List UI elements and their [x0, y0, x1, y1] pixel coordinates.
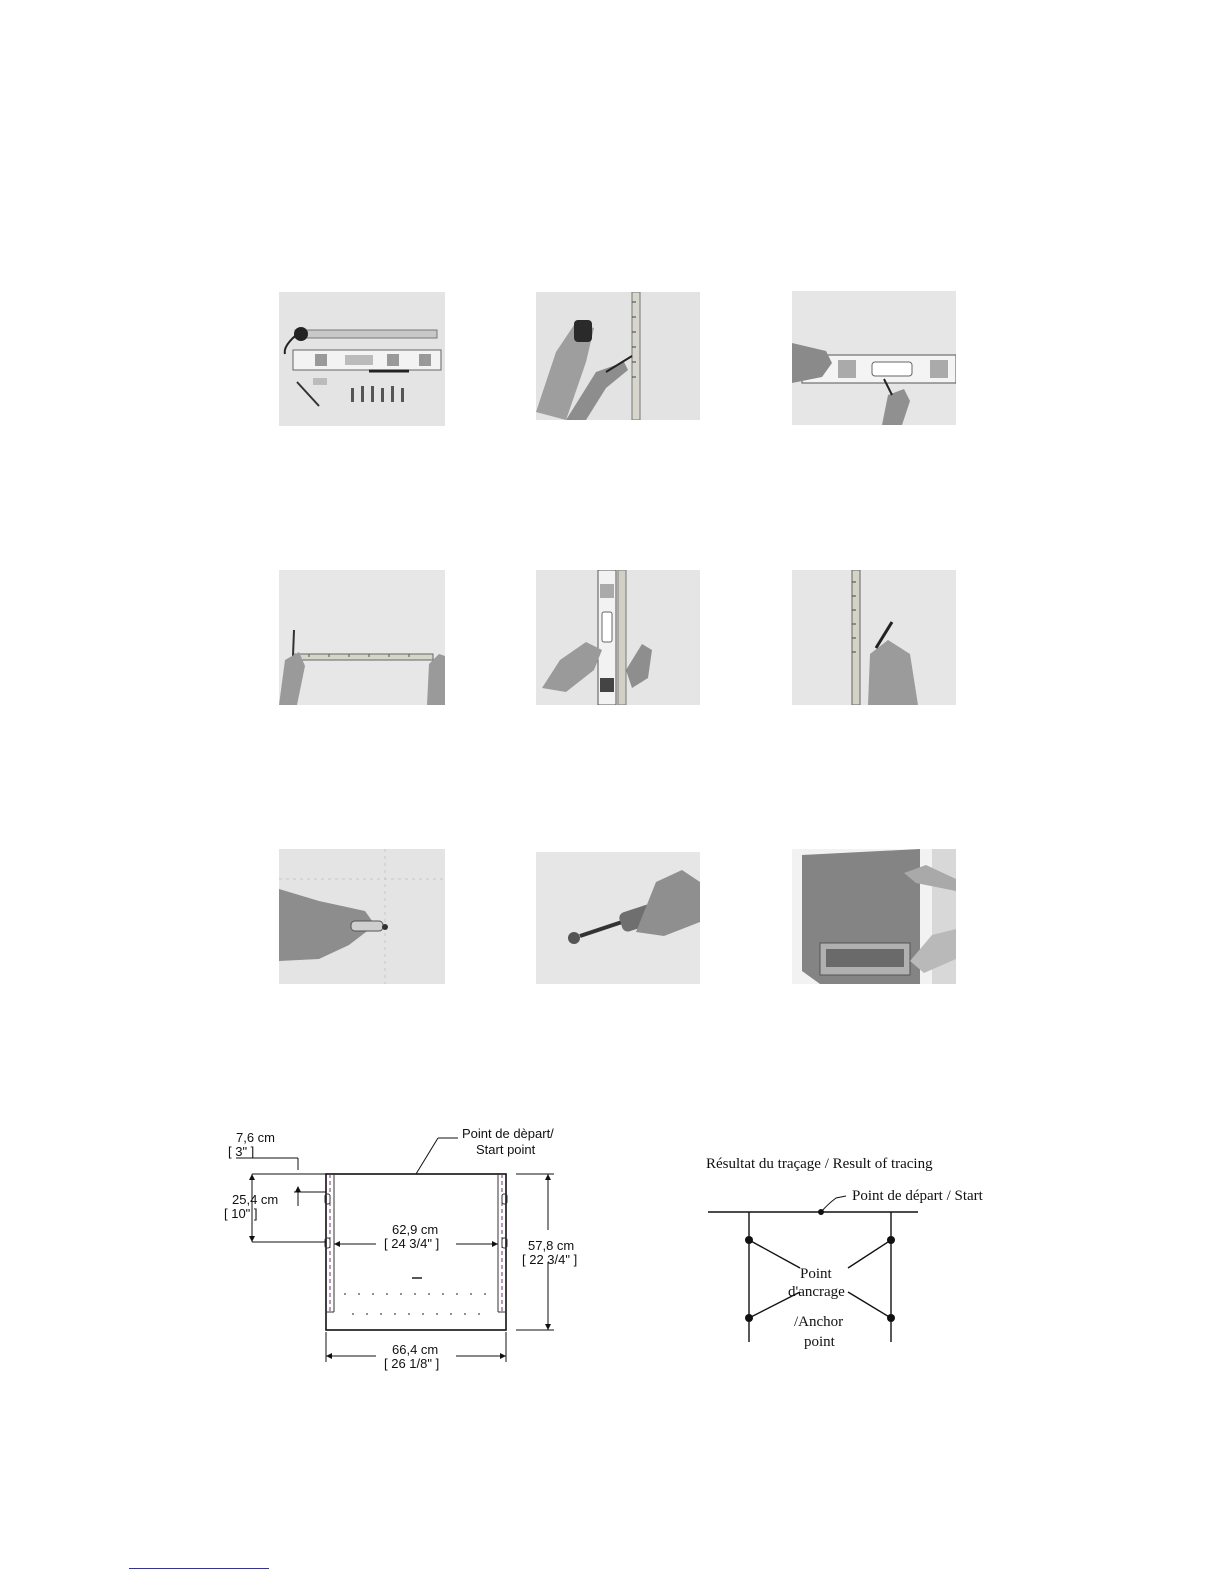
- photo-tools: [279, 292, 445, 426]
- anchor-point-marker: [887, 1314, 895, 1322]
- tracing-result-diagram: [700, 1148, 1010, 1358]
- photo-measure-height: [536, 292, 700, 420]
- height-inches: [ 22 3/4" ]: [522, 1252, 578, 1267]
- photo-hang-panel: [792, 849, 956, 984]
- panel-icon: [792, 849, 956, 984]
- start-point-fr: Point de dèpart/: [462, 1126, 554, 1141]
- footnote-separator: [129, 1568, 269, 1569]
- screwdriver-icon: [536, 852, 700, 984]
- photo-mark-ruler: [792, 570, 956, 705]
- outer-width-label: 66,4 cm: [392, 1342, 439, 1357]
- anchor-label-1: Point: [800, 1266, 832, 1282]
- anchor-label-4: point: [804, 1334, 835, 1350]
- tape-measure-icon: [279, 570, 445, 705]
- level-icon: [792, 291, 956, 425]
- inner-width-inches: [ 24 3/4" ]: [384, 1236, 440, 1251]
- start-label: Point de départ / Start: [852, 1188, 983, 1204]
- slot-spacing-inches: [ 10" ]: [224, 1206, 258, 1221]
- level-icon: [536, 570, 700, 705]
- photo-measure-width: [279, 570, 445, 705]
- anchor-point-marker: [887, 1236, 895, 1244]
- start-point-en: Start point: [476, 1142, 536, 1157]
- pencil-icon: [792, 570, 956, 705]
- inner-width-label: 62,9 cm: [392, 1222, 439, 1237]
- outer-width-inches: [ 26 1/8" ]: [384, 1356, 440, 1371]
- anchor-label-2: d'ancrage: [788, 1284, 845, 1300]
- cabinet-dimension-diagram: [216, 1120, 596, 1380]
- anchor-label-3: /Anchor: [794, 1314, 844, 1330]
- top-offset-inches: [ 3" ]: [228, 1144, 255, 1159]
- anchor-point-marker: [745, 1314, 753, 1322]
- height-label: 57,8 cm: [528, 1238, 575, 1253]
- top-offset-label: 7,6 cm: [236, 1130, 276, 1145]
- anchor-icon: [279, 849, 445, 984]
- slot-spacing-label: 25,4 cm: [232, 1192, 279, 1207]
- tape-measure-icon: [536, 292, 700, 420]
- photo-vertical-level: [536, 570, 700, 705]
- tracing-title: Résultat du traçage / Result of tracing: [706, 1156, 933, 1172]
- photo-level-mark: [792, 291, 956, 425]
- tools-layout-icon: [279, 292, 445, 426]
- cabinet-outline: [326, 1174, 506, 1330]
- photo-drive-screw: [536, 852, 700, 984]
- photo-screw-anchor: [279, 849, 445, 984]
- anchor-point-marker: [745, 1236, 753, 1244]
